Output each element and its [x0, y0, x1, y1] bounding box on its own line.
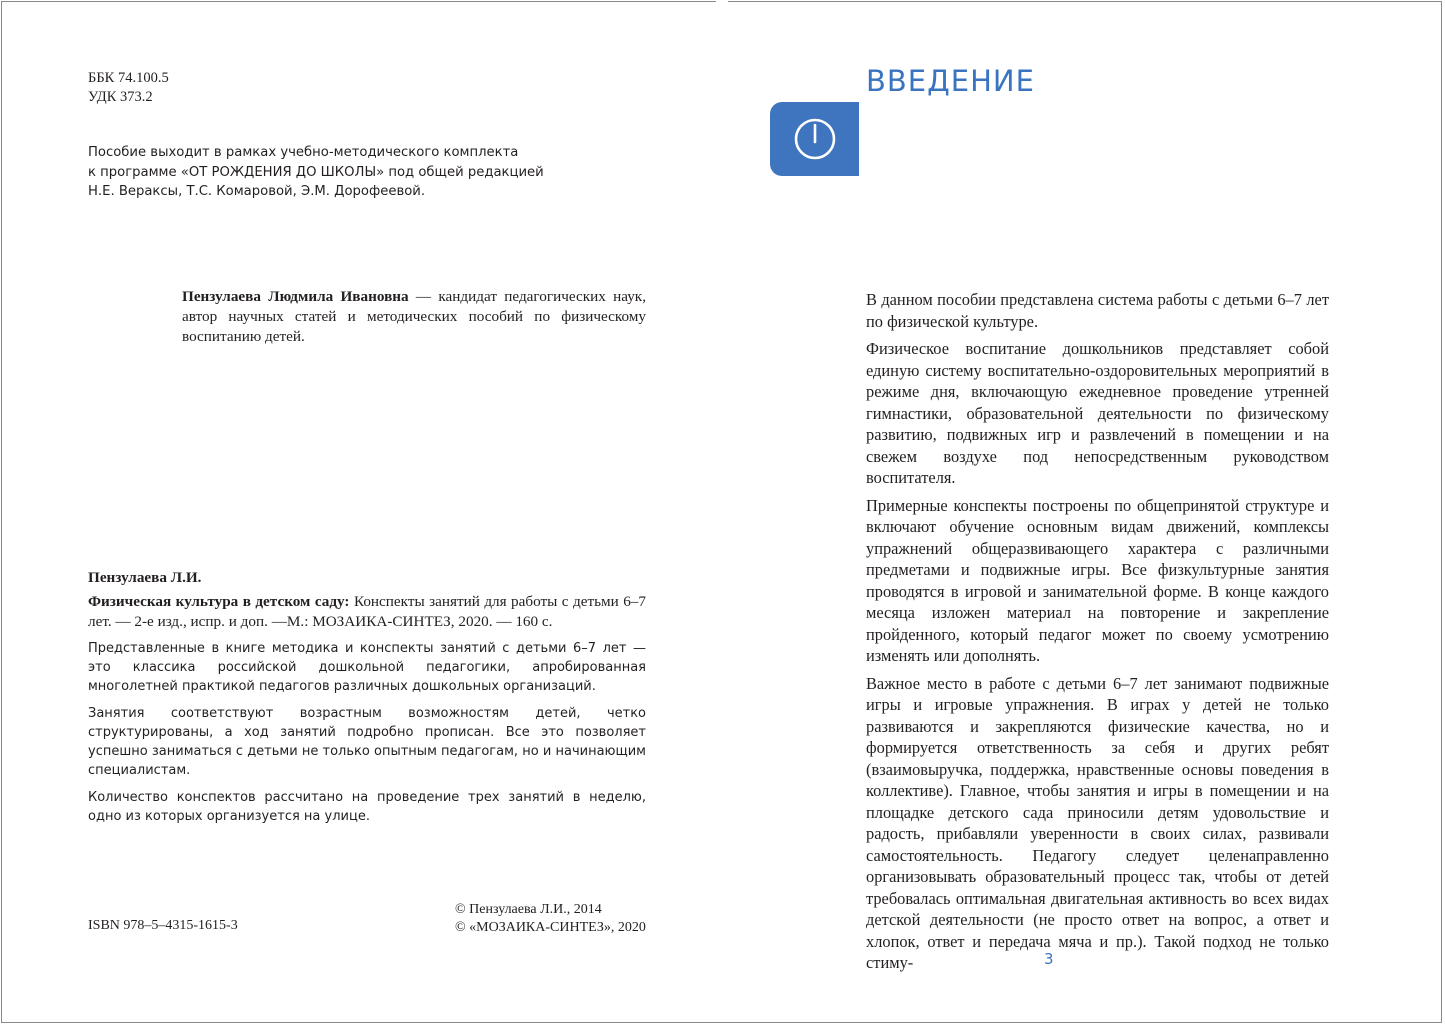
- spine-gap: [716, 0, 728, 6]
- copyright-line: © «МОЗАИКА-СИНТЕЗ», 2020: [455, 920, 646, 935]
- annotation-paragraph: Количество конспектов рассчитано на проведение трех занятий в неделю, одно из которых организуется на улице.: [88, 790, 646, 824]
- classification-codes: [88, 69, 169, 107]
- author-short-name: Пензулаева Л.И.: [88, 569, 202, 586]
- body-paragraph: Важное место в работе с детьми 6–7 лет занимают подвижные игры и игровые упражнения. В играх у детей не только развиваются и закрепляются физические качества, но и формируется ответственность за себя и других ребят (взаимовыручка, поддержка, нравственные основы поведения в коллективе). Главное, чтобы занятия и игры в помещении и на площадке детского сада приносили детям удовольствие и радость, прибавляли уверенности в своих силах, развивали самостоятельность. Педагогу следует целенаправленно организовывать образовательный процесс так, чтобы от детей требовалась оптимальная двигательная активность во всех видах детской деятельности (не просто ответ на вопрос, а ответ и хлопок, ответ и передача мяча и пр.). Такой подход не только стиму-: [866, 673, 1329, 972]
- chapter-title: ВВЕДЕНИЕ: [866, 64, 1035, 98]
- power-icon: [792, 116, 838, 162]
- copyright: [455, 901, 646, 937]
- bbk-code: ББК 74.100.5: [88, 70, 169, 86]
- series-line: Пособие выходит в рамках учебно-методического комплекта: [88, 145, 519, 160]
- body-paragraph: Физическое воспитание дошкольников представляет собой единую систему воспитательно-оздоровительных мероприятий в режиме дня, включающую ежедневное проведение утренней гимнастики, образовательной деятельности по физическому развитию, подвижных игр и развлечений в помещении и на свежем воздухе под непосредственным руководством воспитателя.: [866, 339, 1329, 487]
- body-paragraph: Примерные конспекты построены по общепринятой структуре и включают обучение основным видам движений, комплексы упражнений общеразвивающего характера с различными предметами и подвижные игры. Все физкультурные занятия проводятся в игровой и занимательной форме. В конце каждого месяца изложен материал на повторение и закрепление пройденного, который педагог может по своему усмотрению изменять или дополнять.: [866, 495, 1329, 665]
- citation: [88, 592, 646, 632]
- series-line: к программе «ОТ РОЖДЕНИЯ ДО ШКОЛЫ» под общей редакцией: [88, 164, 544, 180]
- chapter-body: [866, 289, 1329, 980]
- annotation-paragraph: Представленные в книге методика и конспекты занятий с детьми 6–7 лет — это классика российской дошкольной педагогики, апробированная многолетней практикой педагогов различных дошкольных организаций.: [88, 641, 646, 694]
- bibliographic-record: [88, 568, 646, 834]
- author-bio: [182, 287, 646, 347]
- copyright-line: © Пензулаева Л.И., 2014: [455, 902, 602, 917]
- annotation-paragraph: Занятия соответствуют возрастным возможностям детей, четко структурированы, а ход занятий подробно прописан. Все это позволяет успешно заниматься с детьми не только опытным педагогам, но и начинающим специалистам.: [88, 706, 646, 778]
- body-paragraph: В данном пособии представлена система работы с детьми 6–7 лет по физической культуре.: [866, 290, 1329, 331]
- chapter-tab: [770, 102, 859, 176]
- series-line: Н.Е. Вераксы, Т.С. Комаровой, Э.М. Дорофеевой.: [88, 184, 426, 199]
- author-name: Пензулаева Людмила Ивановна: [182, 288, 409, 305]
- isbn: ISBN 978–5–4315-1615-3: [88, 918, 238, 933]
- author-bio-text: — кандидат педагогических наук, автор научных статей и методических пособий по физическому воспитанию детей.: [182, 288, 646, 345]
- page-number: 3: [1044, 950, 1054, 968]
- series-note: [88, 143, 648, 202]
- udk-code: УДК 373.2: [88, 89, 153, 105]
- citation-details: Конспекты занятий для работы с детьми 6–7 лет. — 2-е изд., испр. и доп. —М.: МОЗАИКА-СИНТЕЗ, 2020. — 160 с.: [88, 593, 646, 630]
- book-title: Физическая культура в детском саду:: [88, 593, 350, 610]
